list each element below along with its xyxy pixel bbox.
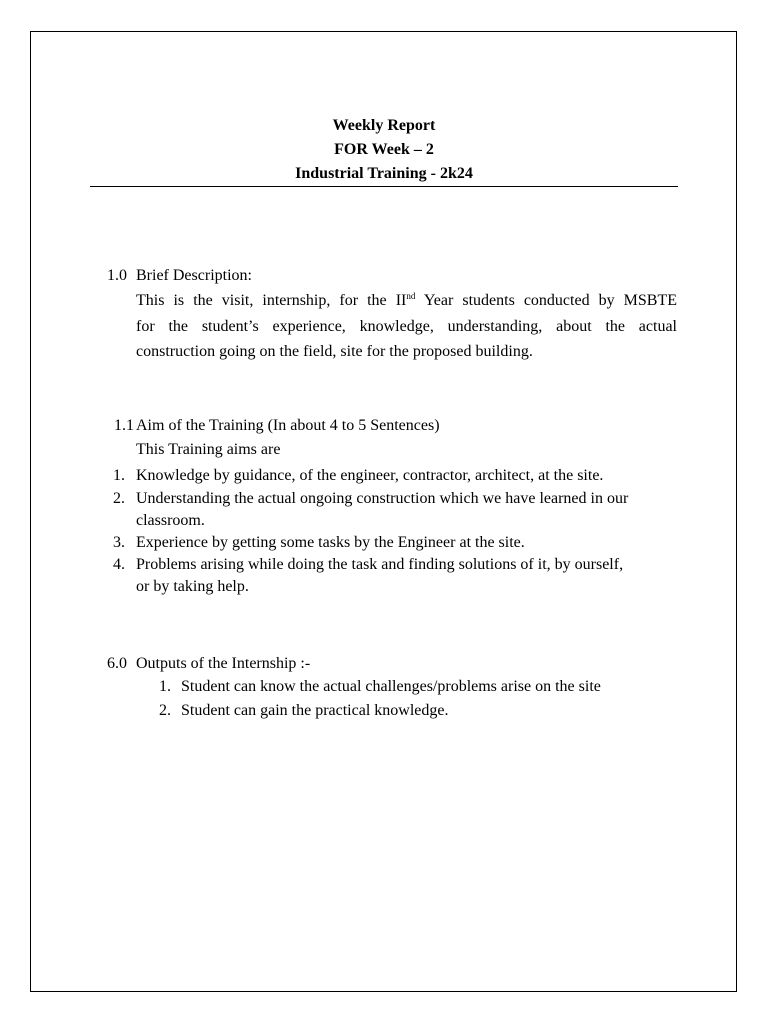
output-item: Student can know the actual challenges/problems arise on the site	[181, 678, 601, 695]
section-aim-heading: Aim of the Training (In about 4 to 5 Sentences)	[136, 417, 440, 434]
header-divider	[90, 186, 678, 187]
output-item-number: 2.	[159, 702, 171, 719]
section-brief-number: 1.0	[107, 267, 127, 284]
aim-item-number: 4.	[113, 556, 125, 573]
output-item: Student can gain the practical knowledge.	[181, 702, 449, 719]
output-item-number: 1.	[159, 678, 171, 695]
brief-line-3: construction going on the field, site for the proposed building.	[136, 343, 533, 360]
aim-item: Knowledge by guidance, of the engineer, contractor, architect, at the site.	[136, 467, 604, 484]
aim-item-number: 2.	[113, 490, 125, 507]
aim-item: Problems arising while doing the task and finding solutions of it, by ourself,	[136, 556, 624, 573]
brief-line-1: This is the visit, internship, for the IInd Year students conducted by MSBTE	[136, 291, 678, 309]
aim-item-number: 3.	[113, 534, 125, 551]
section-outputs-heading: Outputs of the Internship :-	[136, 655, 311, 672]
aim-item-continuation: classroom.	[136, 512, 205, 529]
section-brief-paragraph	[136, 288, 677, 365]
brief-line-2: for the student’s experience, knowledge, understanding, about the actual	[136, 317, 677, 335]
section-brief-heading: Brief Description:	[136, 267, 252, 284]
section-aim-intro: This Training aims are	[136, 441, 281, 458]
aim-item-continuation: or by taking help.	[136, 578, 249, 595]
report-subtitle: Industrial Training - 2k24	[295, 165, 473, 182]
report-week: FOR Week – 2	[334, 141, 434, 158]
report-header	[90, 114, 678, 186]
section-outputs-number: 6.0	[107, 655, 127, 672]
aim-item: Understanding the actual ongoing construction which we have learned in our	[136, 490, 629, 507]
aim-item: Experience by getting some tasks by the Engineer at the site.	[136, 534, 525, 551]
aim-item-number: 1.	[113, 467, 125, 484]
section-aim-number: 1.1	[114, 417, 134, 434]
report-title: Weekly Report	[332, 117, 436, 134]
